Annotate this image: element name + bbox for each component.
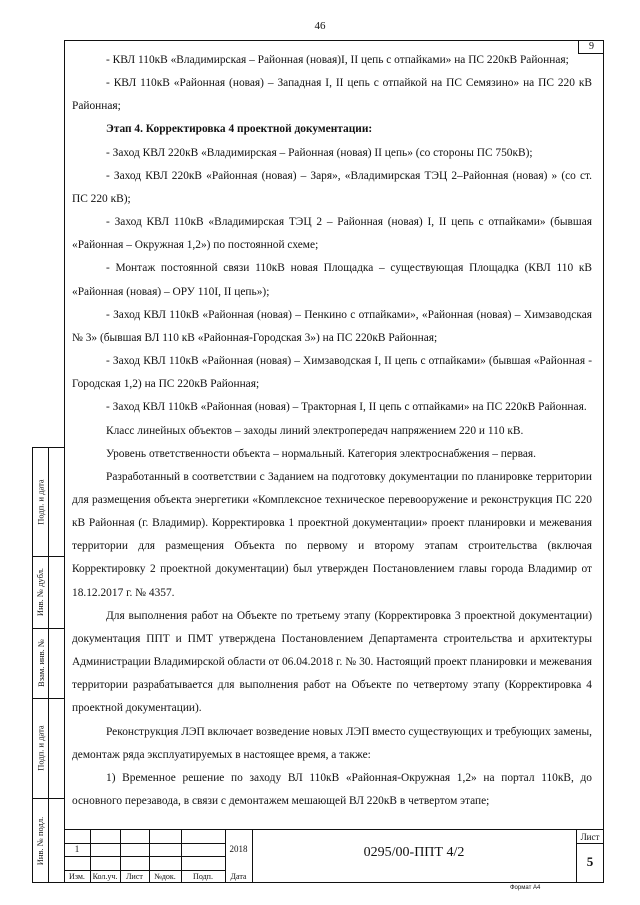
page-number: 46 — [314, 20, 326, 32]
paragraph: - Монтаж постоянной связи 110кВ новая Площадка – существующая Площадка (КВЛ 110 кВ «Районная (новая) – ОРУ 110I, II цепь»); — [72, 262, 592, 298]
format-note: Формат А4 — [510, 885, 541, 891]
document-code: 0295/00-ППТ 4/2 — [363, 845, 465, 860]
header-izm: Изм. — [69, 872, 85, 881]
header-podp: Подп. — [193, 872, 213, 881]
header-ndok: №док. — [154, 872, 176, 881]
paragraph: Класс линейных объектов – заходы линий электропередач напряжением 220 и 110 кВ. — [106, 424, 524, 437]
paragraph: Этап 4. Корректировка 4 проектной документации: — [106, 123, 373, 136]
header-data: Дата — [230, 872, 247, 881]
paragraph: - КВЛ 110кВ «Владимирская – Районная (новая)I, II цепь с отпайками» на ПС 220кВ Районная; — [106, 54, 569, 66]
revision-date: 2018 — [229, 844, 248, 854]
paragraph: Разработанный в соответствии с Заданием на подготовку документации по планировке территории для размещения объекта энергетики «Комплексное техническое перевооружение и реконструкция ПС 220 кВ Районная (г. Владимир). Корректировка 1 проектной документации» проект планировки и межевания территории для размещения Объекта по первому и второму этапам строительства (включая Корректировку 2 проектной документации) был утвержден Постановлением главы города Владимир от 18.12.2017 г. № 4357. — [72, 470, 592, 599]
sheet-number: 5 — [586, 854, 594, 869]
paragraph: - Заход КВЛ 220кВ «Районная (новая) – Заря», «Владимирская ТЭЦ 2–Районная (новая) » (со ст. ПС 220 кВ); — [72, 169, 592, 205]
paragraph: - Заход КВЛ 220кВ «Владимирская – Районная (новая) II цепь» (со стороны ПС 750кВ); — [106, 146, 533, 159]
paragraph: - Заход КВЛ 110кВ «Владимирская ТЭЦ 2 – Районная (новая) I, II цепь с отпайками» (бывшая «Районная – Окружная 1,2») по постоянной схеме; — [72, 216, 592, 252]
side-stamp-sign-date-2: Подп. и дата — [35, 725, 46, 771]
paragraph: - Заход КВЛ 110кВ «Районная (новая) – Химзаводская I, II цепь с отпайками» (бывшая «Районная - Городская 1,2) на ПС 220кВ Районная; — [72, 355, 592, 391]
sheet-tab: 9 — [578, 40, 604, 54]
revision-number: 1 — [74, 844, 80, 854]
title-block — [64, 829, 604, 883]
paragraph: Уровень ответственности объекта – нормальный. Категория электроснабжения – первая. — [106, 447, 536, 460]
sheet-label: Лист — [580, 832, 600, 842]
paragraph: 1) Временное решение по заходу ВЛ 110кВ «Районная-Окружная 1,2» на портал 110кВ, до основного перезавода, в связи с демонтажем мешающей ВЛ 220кВ в четвертом этапе; — [72, 771, 592, 807]
document-body — [72, 49, 592, 813]
paragraph: - Заход КВЛ 110кВ «Районная (новая) – Пенкино с отпайками», «Районная (новая) – Химзаводская № 3» (бывшая ВЛ 110 кВ «Районная-Городская 3») на ПС 220кВ Районная; — [72, 308, 592, 344]
paragraph: - Заход КВЛ 110кВ «Районная (новая) – Тракторная I, II цепь с отпайками» на ПС 220кВ Районная. — [106, 401, 587, 414]
paragraph: Для выполнения работ на Объекте по третьему этапу (Корректировка 3 проектной документации) документация ППТ и ПМТ утверждена Постановлением Департамента строительства и архитектуры Администрации Владимирской области от 06.04.2018 г. № 30. Настоящий проект планировки и межевания территории разрабатывается для выполнения работ на Объекте по четвертому этапу (Корректировка 4 проектной документации). — [72, 609, 592, 715]
side-stamp-sign-date-1: Подп. и дата — [35, 479, 46, 525]
side-stamp-divider — [48, 448, 49, 882]
side-stamp — [32, 447, 64, 883]
paragraph: Реконструкция ЛЭП включает возведение новых ЛЭП вместо существующих и требующих замены, демонтаж ряда эксплуатируемых в настоящее время, а также: — [72, 725, 592, 761]
side-stamp-inv-dubl: Инв. № дубл. — [35, 567, 46, 617]
side-stamp-vzam-inv: Взам. инв. № — [35, 639, 46, 687]
header-list: Лист — [126, 872, 143, 881]
paragraph: - КВЛ 110кВ «Районная (новая) – Западная I, II цепь с отпайкой на ПС Семязино» на ПС 220 кВ Районная; — [72, 77, 592, 113]
header-kol-uch: Кол.уч. — [92, 872, 118, 881]
side-stamp-inv-podl: Инв. № подл. — [35, 816, 46, 866]
